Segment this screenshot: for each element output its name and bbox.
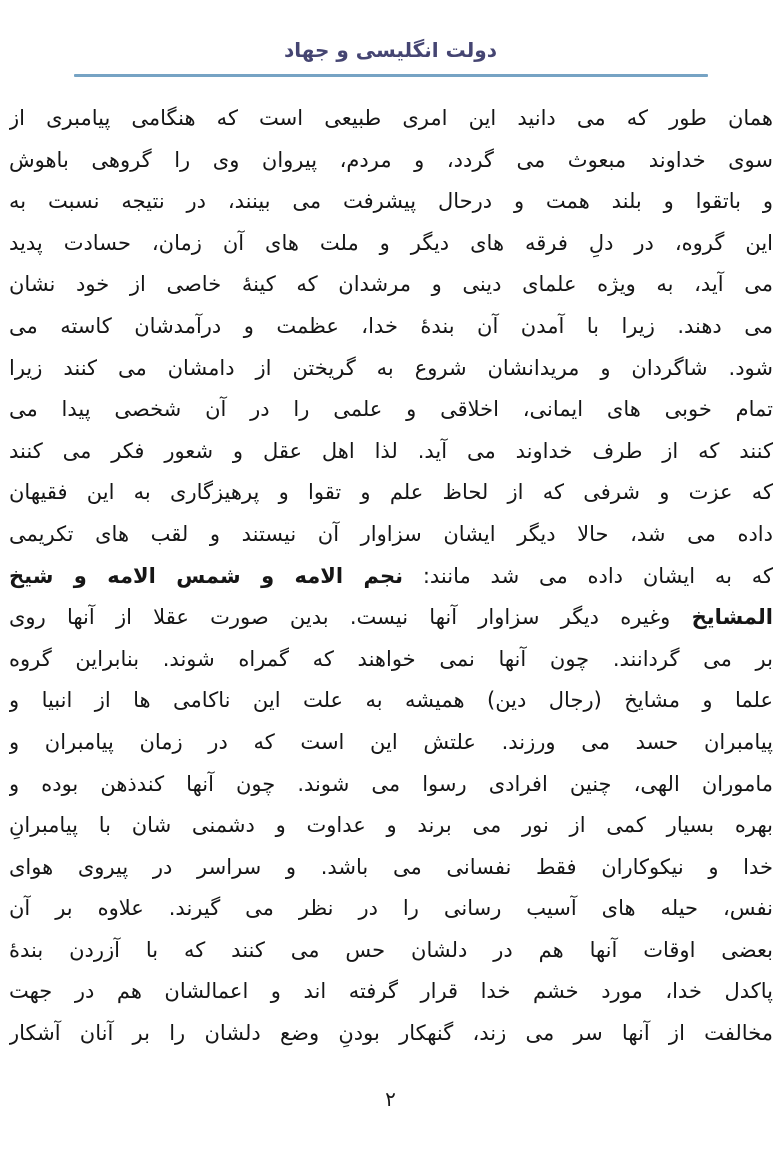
- text-line: [9, 971, 773, 1013]
- text-segment: علما و مشایخ (رجال دین) همیشه به علت این ناکامی ها از انبیا و: [9, 688, 773, 713]
- text-segment: بهره بسیار کمی از نور می برند و عداوت و دشمنی شان با پیامبرانِ: [9, 813, 773, 838]
- page-footer: [0, 1087, 781, 1111]
- text-segment: داده می شد، حالا دیگر ایشان سزاوار آن نیستند و لقب های تکریمی: [9, 521, 773, 546]
- text-line: [9, 264, 773, 306]
- text-line: [9, 930, 773, 972]
- text-line: [9, 472, 773, 514]
- text-line: [9, 181, 773, 223]
- text-line: [9, 348, 773, 390]
- text-line: [9, 514, 773, 556]
- text-segment: همان طور که می دانید این امری طبیعی است که هنگامی پیامبری از: [9, 106, 773, 130]
- running-head-title: دولت انگلیسی و جهاد: [284, 38, 497, 62]
- text-line: [9, 98, 773, 140]
- text-line: [9, 223, 773, 265]
- text-segment: بعضی اوقات آنها هم در دلشان حس می کنند که با آزردن بندهٔ: [9, 937, 773, 962]
- text-segment: نفس، حیله های آسیب رسانی را در نظر می گیرند. علاوه بر آن: [9, 896, 773, 921]
- text-line: [9, 639, 773, 681]
- text-segment: ماموران الهی، چنین افرادی رسوا می شوند. چون آنها کندذهن بوده و: [9, 771, 773, 796]
- text-line: [9, 140, 773, 182]
- text-line: [9, 556, 773, 598]
- text-line: [9, 847, 773, 889]
- text-segment: سوی خداوند مبعوث می گردد، و مردم، پیروان وی را گروهی باهوش: [9, 147, 773, 172]
- text-segment: که عزت و شرفی که از لحاظ علم و تقوا و پرهیزگاری به این فقیهان: [9, 480, 773, 505]
- header-divider: [74, 74, 708, 77]
- text-segment: می آید، به ویژه علمای دینی و مرشدان که کینهٔ خاصی از خود نشان: [9, 272, 773, 297]
- text-segment: و باتقوا و بلند همت و درحال پیشرفت می بینند، در نتیجه نسبت به: [9, 189, 773, 214]
- page-number: ٢: [385, 1086, 396, 1111]
- body-text: [9, 98, 773, 1055]
- text-line: [9, 306, 773, 348]
- text-segment: پاکدل خدا، مورد خشم خدا قرار گرفته اند و اعمالشان هم در جهت: [9, 979, 773, 1004]
- text-segment: مخالفت از آنها سر می زند، گنهکار بودنِ وضع دلشان را بر آنان آشکار: [9, 1021, 773, 1046]
- text-segment: می دهند. زیرا با آمدن آن بندهٔ خدا، عظمت و درآمدشان کاسته می: [9, 313, 773, 338]
- text-line: [9, 431, 773, 473]
- text-segment: وغیره دیگر سزاوار آنها نیست. بدین صورت عقلا از آنها روی: [9, 605, 692, 630]
- page-header: [0, 0, 781, 77]
- text-segment: شود. شاگردان و مریدانشان شروع به گریختن از دامشان می کنند زیرا: [9, 355, 773, 380]
- text-segment: بر می گردانند. چون آنها نمی خواهند که گمراه شوند. بنابراین گروه: [9, 646, 773, 671]
- text-segment: خدا و نیکوکاران فقط نفسانی می باشد. و سراسر در پیروی هوای: [9, 854, 773, 879]
- text-line: [9, 805, 773, 847]
- text-line: [9, 888, 773, 930]
- text-segment: تمام خوبی های ایمانی، اخلاقی و علمی را در آن شخصی پیدا می: [9, 397, 773, 422]
- text-segment: پیامبران حسد می ورزند. علتش این است که در زمان پیامبران و: [9, 729, 773, 754]
- text-line: [9, 1013, 773, 1055]
- text-line: [9, 722, 773, 764]
- text-segment: که به ایشان داده می شد مانند:: [403, 563, 773, 588]
- text-line: [9, 764, 773, 806]
- honorific-title-bold: نجم الامه و شمس الامه و شیخ: [9, 563, 404, 588]
- text-line: [9, 597, 773, 639]
- text-line: [9, 389, 773, 431]
- honorific-title-bold: المشایخ: [691, 605, 773, 630]
- text-segment: کنند که از طرف خداوند می آید. لذا اهل عقل و شعور فکر می کنند: [9, 438, 773, 463]
- text-segment: این گروه، در دلِ فرقه های دیگر و ملت های آن زمان، حسادت پدید: [9, 230, 773, 255]
- text-line: [9, 680, 773, 722]
